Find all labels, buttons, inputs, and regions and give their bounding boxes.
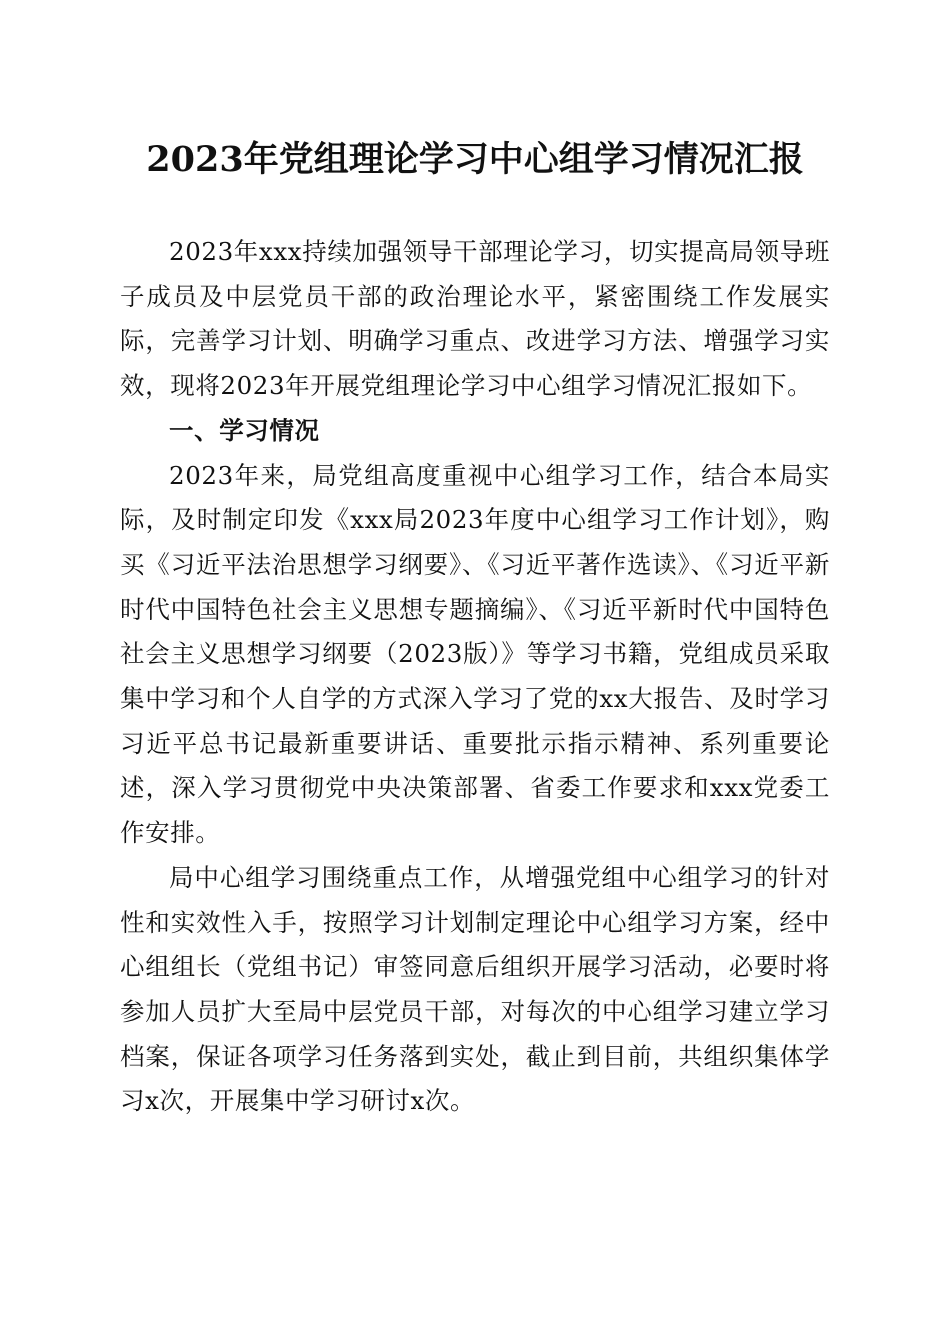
document-title: 2023年党组理论学习中心组学习情况汇报 (146, 139, 804, 180)
body-paragraph-1: 2023年来，局党组高度重视中心组学习工作，结合本局实际，及时制定印发《xxx局2023年度中心组学习工作计划》，购买《习近平法治思想学习纲要》、《习近平著作选读》、《习近平新时代中国特色社会主义思想专题摘编》、《习近平新时代中国特色社会主义思想学习纲要（2023版）》等学习书籍，党组成员采取集中学习和个人自学的方式深入学习了党的xx大报告、及时学习习近平总书记最新重要讲话、重要批示指示精神、系列重要论述，深入学习贯彻党中央决策部署、省委工作要求和xxx党委工作安排。 (120, 460, 830, 848)
section-heading-study-status: 一、学习情况 (169, 415, 320, 445)
intro-paragraph: 2023年xxx持续加强领导干部理论学习，切实提高局领导班子成员及中层党员干部的政治理论水平，紧密围绕工作发展实际，完善学习计划、明确学习重点、改进学习方法、增强学习实效，现将2023年开展党组理论学习中心组学习情况汇报如下。 (120, 237, 830, 401)
document-body (120, 230, 830, 1124)
body-paragraph-2: 局中心组学习围绕重点工作，从增强党组中心组学习的针对性和实效性入手，按照学习计划制定理论中心组学习方案，经中心组组长（党组书记）审签同意后组织开展学习活动，必要时将参加人员扩大至局中层党员干部，对每次的中心组学习建立学习档案，保证各项学习任务落到实处，截止到目前，共组织集体学习x次，开展集中学习研讨x次。 (120, 862, 830, 1116)
